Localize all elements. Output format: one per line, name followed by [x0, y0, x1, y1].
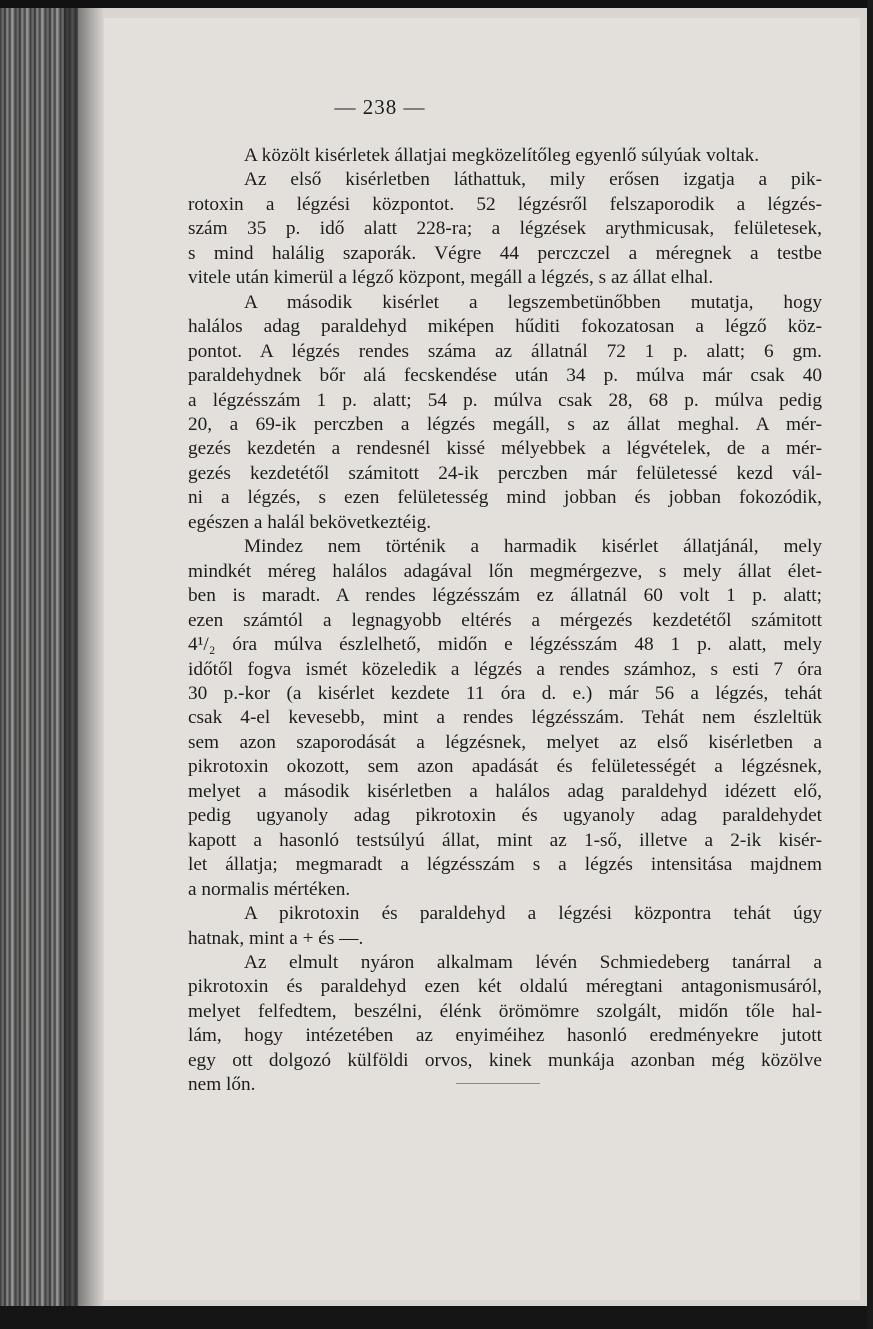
text-line: Az első kisérletben láthattuk, mily erősen izgatja a pik-: [244, 169, 822, 191]
text-line: melyet felfedtem, beszélni, élénk örömömre szolgált, midőn tőle hal-: [188, 1000, 822, 1022]
text-line: 30 p.-kor (a kisérlet kezdete 11 óra d. e.) már 56 a légzés, tehát: [188, 682, 822, 704]
scan-right-border: [867, 0, 873, 1329]
text-line: halálos adag paraldehyd miképen hűditi fokozatosan a légző köz-: [188, 316, 822, 338]
text-line: ben is maradt. A rendes légzésszám ez állatnál 60 volt 1 p. alatt;: [188, 585, 822, 607]
text-line: pikrotoxin okozott, sem azon apadását és felületességét a légzésnek,: [188, 756, 822, 778]
text-line: ni a légzés, s ezen felületesség mind jobban és jobban fokozódik,: [188, 487, 822, 509]
scan-top-border: [0, 0, 873, 8]
text-line: melyet a második kisérletben a halálos adag paraldehyd idézett elő,: [188, 780, 822, 802]
text-line: 4¹/₂ óra múlva észlelhető, midőn e légzésszám 48 1 p. alatt, mely: [188, 634, 822, 656]
text-line: hatnak, mint a + és —.: [188, 927, 364, 949]
text-line: időtől fogva ismét közeledik a légzés a rendes számhoz, s esti 7 óra: [188, 658, 822, 680]
text-line: Mindez nem történik a harmadik kisérlet állatjánál, mely: [244, 536, 822, 558]
text-line: csak 4-el kevesebb, mint a rendes légzésszám. Tehát nem észleltük: [188, 707, 822, 729]
text-line: 20, a 69-ik perczben a légzés megáll, s az állat meghal. A mér-: [188, 413, 822, 435]
body-text: [188, 144, 822, 1098]
text-line: mindkét méreg halálos adagával lőn megmérgezve, s mely állat élet-: [188, 560, 822, 582]
text-line: pikrotoxin és paraldehyd ezen két oldalú méregtani antagonismusáról,: [188, 976, 822, 998]
text-line: ezen számtól a legnagyobb eltérés a mérgezés kezdetétől számitott: [188, 609, 822, 631]
text-line: nem lőn.: [188, 1074, 256, 1096]
text-line: rotoxin a légzési központot. 52 légzésről felszaporodik a légzés-: [188, 193, 822, 215]
text-line: a légzésszám 1 p. alatt; 54 p. múlva csak 28, 68 p. múlva pedig: [188, 389, 822, 411]
text-line: A pikrotoxin és paraldehyd a légzési központra tehát úgy: [244, 903, 822, 925]
text-line: A második kisérlet a legszembetünőbben mutatja, hogy: [244, 291, 822, 313]
scan-bottom-border: [0, 1306, 873, 1329]
text-line: gezés kezdetétől számitott 24-ik perczben már felületessé kezd vál-: [188, 462, 822, 484]
text-line: vitele után kimerül a légző központ, megáll a légzés, s az állat elhal.: [188, 267, 714, 289]
text-line: gezés kezdetén a rendesnél kissé mélyebbek a légvételek, de a mér-: [188, 438, 822, 460]
text-line: lám, hogy intézetében az enyiméihez hasonló eredményekre jutott: [188, 1025, 822, 1047]
text-line: let állatja; megmaradt a légzésszám s a légzés intensitása majdnem: [188, 854, 822, 876]
text-line: paraldehydnek bőr alá fecskendése után 34 p. múlva már csak 40: [188, 365, 822, 387]
text-line: Az elmult nyáron alkalmam lévén Schmiedeberg tanárral a: [244, 951, 822, 973]
text-line: A közölt kisérletek állatjai megközelítőleg egyenlő súlyúak voltak.: [244, 145, 760, 166]
text-line: kapott a hasonló testsúlyú állat, mint az 1-ső, illetve a 2-ik kisér-: [188, 829, 822, 851]
text-line: a normalis mértéken.: [188, 878, 351, 900]
text-line: egy ott dolgozó külföldi orvos, kinek munkája azonban még közölve: [188, 1049, 822, 1071]
text-line: szám 35 p. idő alatt 228-ra; a légzések arythmicusak, felületesek,: [188, 218, 822, 240]
text-line: sem azon szaporodását a légzésnek, melyet az első kisérletben a: [188, 731, 822, 753]
page-number: — 238 —: [334, 95, 426, 119]
footnote-divider: [456, 1083, 540, 1084]
gutter-shadow: [64, 0, 104, 1329]
text-line: s mind halálig szaporák. Végre 44 perczczel a méregnek a testbe: [188, 242, 822, 264]
text-line: pedig ugyanoly adag pikrotoxin és ugyanoly adag paraldehydet: [188, 805, 822, 827]
text-line: pontot. A légzés rendes száma az állatnál 72 1 p. alatt; 6 gm.: [188, 340, 822, 362]
text-line: egészen a halál bekövetkeztéig.: [188, 511, 432, 533]
